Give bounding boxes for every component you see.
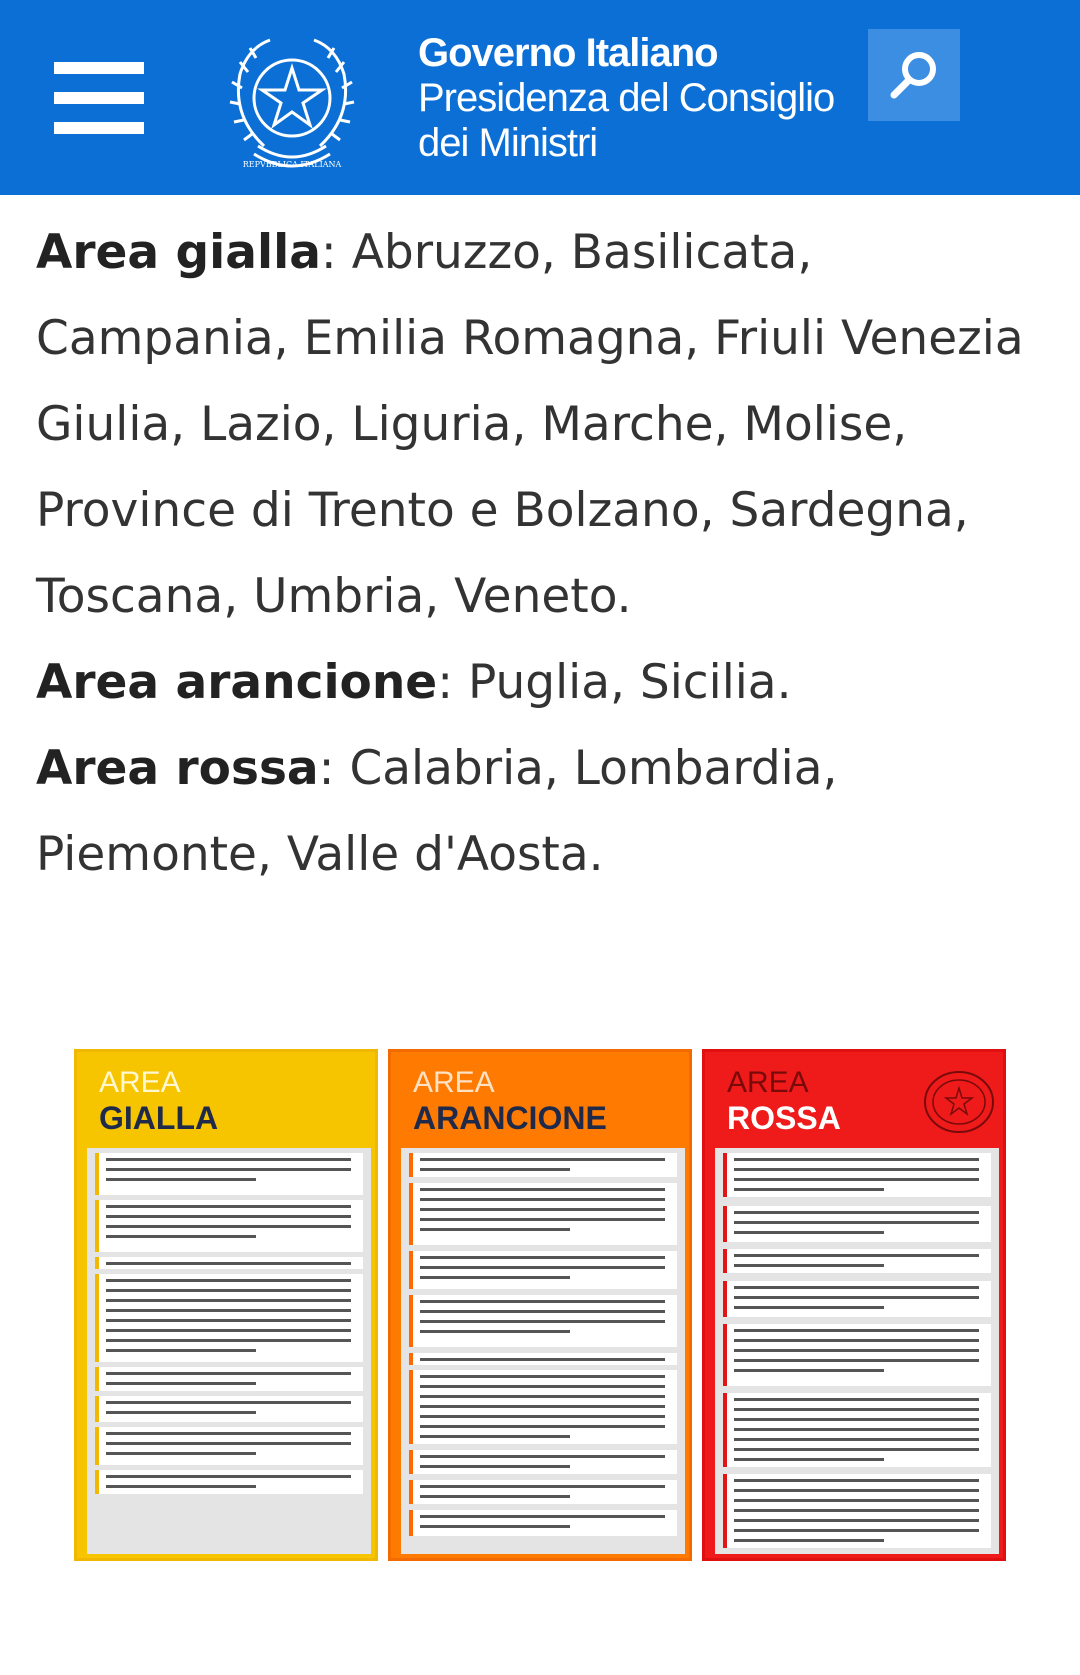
rule-accent-bar [95,1367,99,1391]
rule-text-line [420,1395,665,1398]
rule-text-line [106,1339,351,1342]
rule-text-line [420,1405,665,1408]
rule-accent-bar [95,1257,99,1269]
rule-text-line [106,1442,351,1445]
rule-text-line [106,1279,351,1282]
rule-item [409,1295,677,1347]
rule-text-line [734,1296,979,1299]
rule-accent-bar [95,1153,99,1195]
rule-text-line [734,1438,979,1441]
rule-accent-bar [409,1450,413,1474]
rule-text-line [420,1266,665,1269]
rule-text-line [420,1158,665,1161]
rule-text-line [420,1455,665,1458]
rule-text-line [420,1375,665,1378]
rule-item [409,1370,677,1444]
rule-accent-bar [409,1480,413,1504]
rules-list [715,1148,999,1554]
rule-accent-bar [723,1393,727,1467]
rule-item [95,1396,363,1422]
rule-item [409,1251,677,1289]
rule-text-line [106,1382,256,1385]
site-header [0,0,1080,195]
rule-text-line [734,1529,979,1532]
rule-text-line [420,1208,665,1211]
hamburger-menu-icon[interactable] [54,62,144,136]
rule-text-line [420,1485,665,1488]
article-body [36,210,1056,898]
rule-item [723,1249,991,1273]
panel-name: ARANCIONE [413,1100,607,1136]
rule-text-line [106,1205,351,1208]
rule-item [409,1153,677,1177]
area-arancione-paragraph [36,640,1056,726]
rule-text-line [734,1188,884,1191]
rule-accent-bar [95,1396,99,1422]
rule-text-line [734,1329,979,1332]
rule-item [95,1427,363,1465]
rule-text-line [420,1188,665,1191]
site-title: Governo Italiano [418,31,718,75]
panel-name: ROSSA [727,1100,841,1136]
rule-text-line [420,1495,570,1498]
rule-item [723,1281,991,1317]
rule-text-line [734,1168,979,1171]
rule-item [95,1470,363,1494]
rule-text-line [106,1225,351,1228]
rule-text-line [420,1198,665,1201]
separator: : [318,741,350,796]
rule-item [409,1450,677,1474]
panel-area-rossa [702,1049,1006,1561]
rule-item [95,1153,363,1195]
panel-name: GIALLA [99,1100,219,1136]
emblem-text: REPVBBLICA ITALIANA [242,160,342,169]
rule-accent-bar [409,1370,413,1444]
search-icon [888,49,940,101]
rule-accent-bar [723,1474,727,1548]
rule-text-line [106,1215,351,1218]
republic-emblem-logo[interactable] [224,28,360,178]
rule-accent-bar [723,1206,727,1242]
rule-accent-bar [723,1153,727,1197]
panel-word: AREA [727,1066,809,1099]
rule-accent-bar [95,1274,99,1362]
rule-text-line [106,1329,351,1332]
rule-text-line [734,1178,979,1181]
panel-area-arancione [388,1049,692,1561]
rule-text-line [734,1231,884,1234]
rule-text-line [420,1300,665,1303]
area-rossa-regions: Calabria, Lombardia, Piemonte, Valle d'Aosta. [36,741,838,882]
site-subtitle-line1: Presidenza del Consiglio [418,76,835,120]
search-button[interactable] [868,29,960,121]
rules-list [401,1148,685,1554]
menu-bar-top [54,62,144,74]
rule-text-line [106,1475,351,1478]
rule-accent-bar [723,1324,727,1386]
rule-accent-bar [409,1295,413,1347]
rule-text-line [734,1339,979,1342]
rule-item [409,1183,677,1245]
rule-text-line [734,1254,979,1257]
areas-infographic-image[interactable] [74,1049,1006,1561]
rule-accent-bar [95,1200,99,1252]
rule-text-line [734,1306,884,1309]
rule-text-line [734,1408,979,1411]
rule-text-line [106,1299,351,1302]
rule-text-line [734,1418,979,1421]
rule-text-line [420,1218,665,1221]
rule-item [723,1153,991,1197]
separator: : [320,225,352,280]
rule-text-line [734,1264,884,1267]
rule-text-line [106,1309,351,1312]
rule-item [95,1257,363,1269]
rule-text-line [420,1385,665,1388]
rule-accent-bar [95,1470,99,1494]
rule-item [723,1474,991,1548]
rule-text-line [734,1448,979,1451]
rule-item [409,1353,677,1365]
rule-text-line [106,1235,256,1238]
rule-text-line [420,1228,570,1231]
rule-text-line [420,1310,665,1313]
menu-bar-middle [54,92,144,104]
rule-text-line [420,1415,665,1418]
rule-text-line [106,1401,351,1404]
rule-text-line [734,1519,979,1522]
rule-text-line [420,1256,665,1259]
rule-text-line [106,1178,256,1181]
rule-text-line [106,1158,351,1161]
area-rossa-label: Area rossa [36,741,319,796]
rule-text-line [734,1479,979,1482]
rule-item [95,1367,363,1391]
rule-text-line [734,1158,979,1161]
rule-text-line [734,1458,884,1461]
rule-item [723,1393,991,1467]
rule-accent-bar [409,1251,413,1289]
rule-item [723,1206,991,1242]
rules-list [87,1148,371,1554]
rule-text-line [106,1372,351,1375]
rule-text-line [734,1369,884,1372]
rule-text-line [106,1168,351,1171]
rule-text-line [734,1211,979,1214]
rule-accent-bar [95,1427,99,1465]
rule-accent-bar [409,1153,413,1177]
rule-item [409,1480,677,1504]
panel-word: AREA [413,1066,495,1099]
rule-text-line [106,1432,351,1435]
area-gialla-label: Area gialla [36,225,321,280]
rule-text-line [106,1452,256,1455]
rule-text-line [734,1539,884,1542]
rule-item [95,1200,363,1252]
rule-text-line [106,1289,351,1292]
rule-accent-bar [723,1249,727,1273]
republic-seal-icon [923,1066,995,1138]
rule-item [723,1324,991,1386]
rule-text-line [734,1359,979,1362]
menu-bar-bottom [54,122,144,134]
rule-text-line [734,1489,979,1492]
rule-text-line [420,1425,665,1428]
site-title-block[interactable] [418,30,834,166]
rule-text-line [106,1411,256,1414]
rule-text-line [106,1262,351,1265]
rule-text-line [420,1358,665,1361]
rule-text-line [420,1168,570,1171]
rule-accent-bar [723,1281,727,1317]
rule-text-line [734,1221,979,1224]
rule-text-line [420,1320,665,1323]
panel-word: AREA [99,1066,181,1099]
rule-item [95,1274,363,1362]
rule-text-line [420,1435,570,1438]
rule-item [409,1510,677,1536]
rule-text-line [734,1509,979,1512]
rule-text-line [420,1525,570,1528]
area-gialla-regions: Abruzzo, Basilicata, Campania, Emilia Romagna, Friuli Venezia Giulia, Lazio, Liguria, Marche, Molise, Province di Trento e Bolzano, Sardegna, Toscana, Umbria, Veneto. [36,225,1024,624]
rule-text-line [420,1465,570,1468]
area-arancione-regions: Puglia, Sicilia. [467,655,792,710]
rule-text-line [420,1515,665,1518]
rule-text-line [420,1330,570,1333]
area-gialla-paragraph [36,210,1056,640]
site-subtitle-line2: dei Ministri [418,121,598,165]
rule-text-line [106,1485,256,1488]
rule-text-line [734,1349,979,1352]
rule-accent-bar [409,1510,413,1536]
rule-text-line [106,1349,256,1352]
rule-text-line [734,1428,979,1431]
rule-text-line [734,1286,979,1289]
rule-text-line [734,1398,979,1401]
rule-text-line [734,1499,979,1502]
separator: : [437,655,468,710]
rule-text-line [106,1319,351,1322]
rule-accent-bar [409,1353,413,1365]
area-arancione-label: Area arancione [36,655,438,710]
panel-area-gialla [74,1049,378,1561]
area-rossa-paragraph [36,726,1056,898]
rule-accent-bar [409,1183,413,1245]
rule-text-line [420,1276,570,1279]
